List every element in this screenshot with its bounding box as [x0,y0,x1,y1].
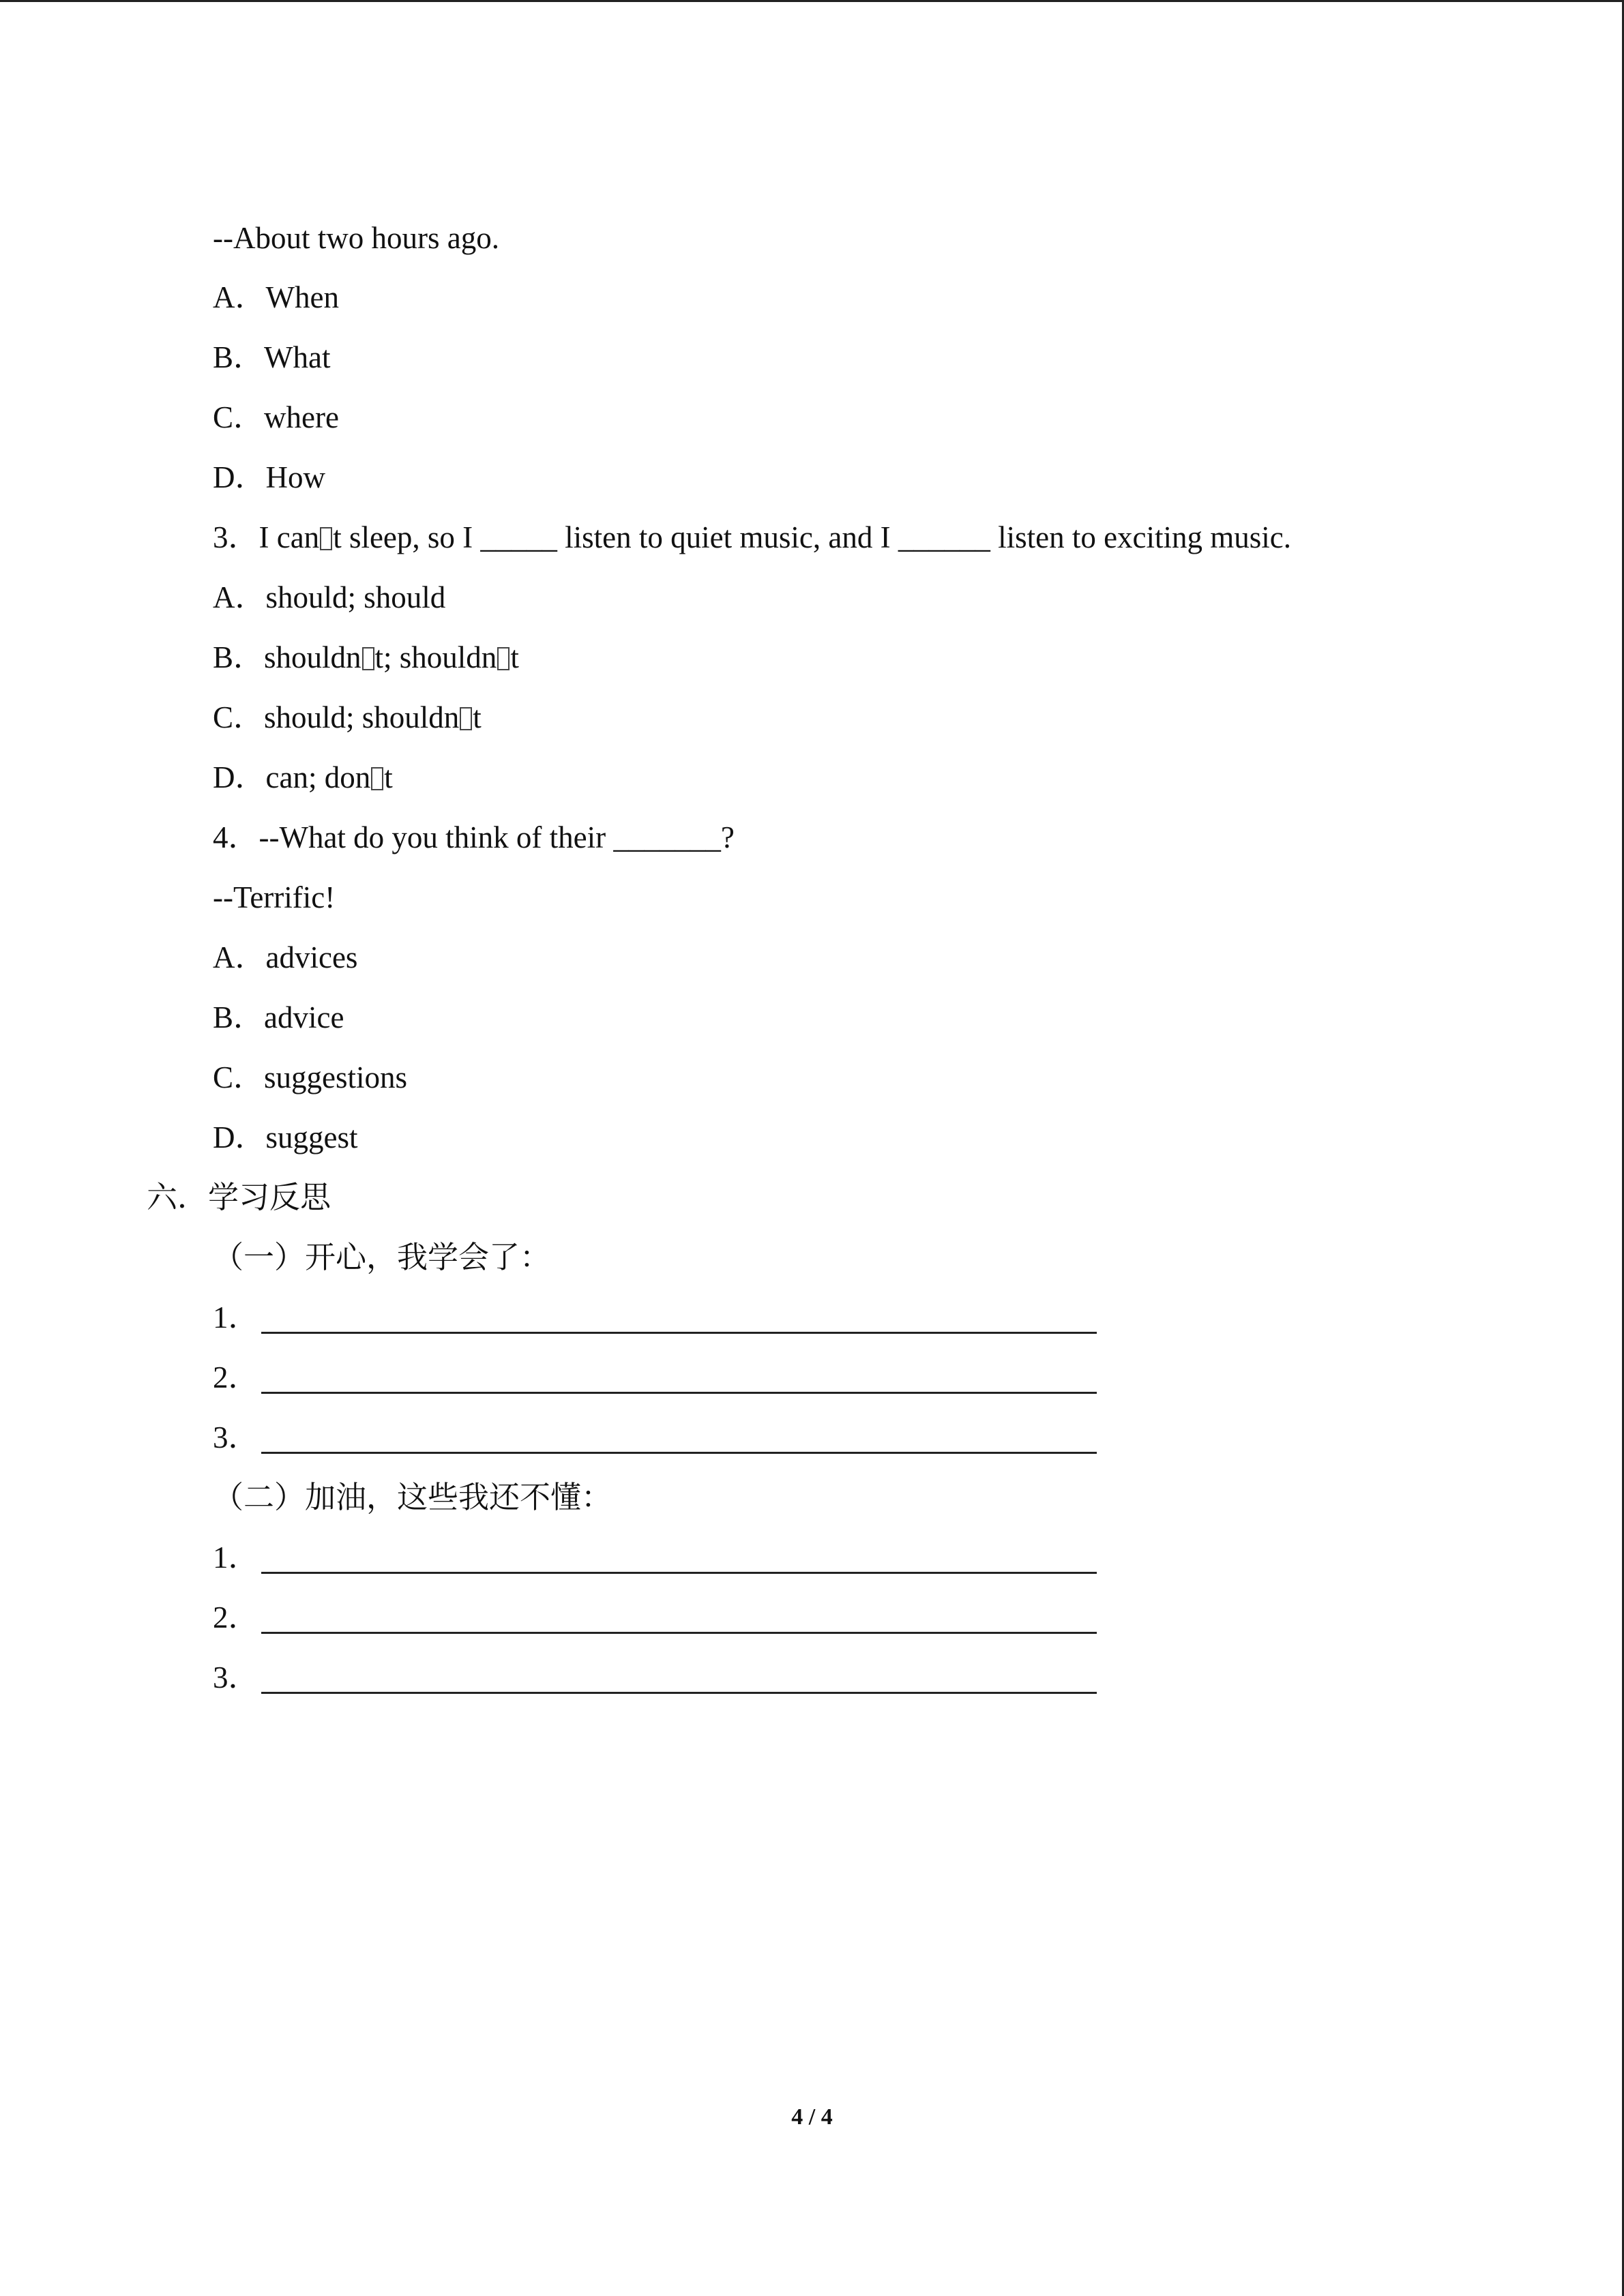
q4-option-d: D．suggest [213,1120,358,1154]
learned-item-2-blank[interactable] [261,1392,1097,1394]
missing-glyph-icon [497,647,510,670]
unclear-item-1-number: 1． [213,1540,259,1575]
q3-option-b-text-2: t; shouldn [374,640,497,674]
q4-option-c: C．suggestions [213,1060,408,1094]
q4-option-b: B．advice [213,1000,344,1034]
learned-item-1-number: 1． [213,1300,259,1335]
unclear-item-2-blank[interactable] [261,1632,1097,1634]
learned-item-3-number: 3． [213,1420,259,1455]
q3-stem [213,517,1291,558]
learned-item-2-number: 2． [213,1360,259,1395]
learned-item-1-blank[interactable] [261,1332,1097,1334]
q2-option-c: C．where [213,400,339,434]
missing-glyph-icon [320,527,332,550]
q2-option-d: D．How [213,460,325,494]
q3-option-a [213,577,445,618]
q3-option-c [213,697,482,738]
q4-stem: 4．--What do you think of their _______? [213,820,735,854]
q3-option-a-text: A．should; should [213,580,446,614]
missing-glyph-icon [460,707,472,730]
q3-option-b-text-1: B．shouldn [213,640,361,674]
q3-stem-part-1: 3．I can [213,520,320,554]
learned-item-3-blank[interactable] [261,1452,1097,1454]
q3-option-c-text-1: C．should; shouldn [213,700,460,734]
unclear-item-1-blank[interactable] [261,1572,1097,1574]
q3-option-b [213,637,519,678]
q3-option-d [213,757,393,798]
q3-stem-part-2: t sleep, so I _____ listen to quiet music, and I ______ listen to exciting music. [333,520,1292,554]
section-6-sub-2: （二）加油，这些我还不懂： [213,1480,612,1515]
page-number: 4 / 4 [791,2104,833,2130]
section-6-sub-1: （一）开心，我学会了： [213,1240,551,1274]
section-6-heading: 六．学习反思 [147,1180,331,1214]
q3-option-d-text-1: D．can; don [213,760,371,794]
q2-option-a: A．When [213,280,339,314]
unclear-item-3-number: 3． [213,1660,259,1695]
missing-glyph-icon [371,767,383,790]
q3-option-d-text-2: t [384,760,393,794]
q3-option-c-text-2: t [473,700,482,734]
q4-answer-line: --Terrific! [213,880,336,914]
missing-glyph-icon [362,647,374,670]
unclear-item-3-blank[interactable] [261,1692,1097,1694]
unclear-item-2-number: 2． [213,1600,259,1635]
q4-option-a: A．advices [213,940,358,974]
q2-answer-line: --About two hours ago. [213,221,499,255]
q3-option-b-text-3: t [510,640,519,674]
q2-option-b: B．What [213,340,331,374]
